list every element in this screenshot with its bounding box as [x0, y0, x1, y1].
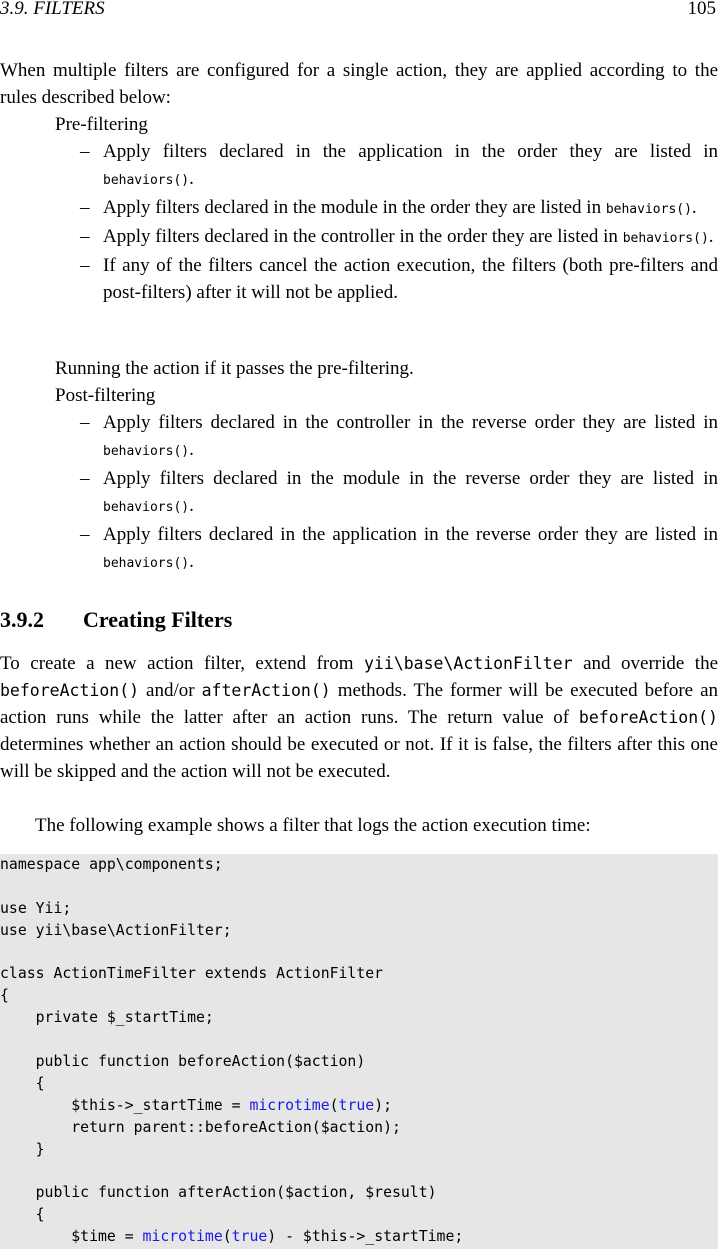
inline-code: beforeAction() — [578, 708, 718, 727]
example-intro-paragraph: The following example shows a filter that logs the action execution time: — [35, 815, 591, 836]
code-function-name: microtime — [249, 1096, 330, 1114]
code-literal: true — [338, 1096, 375, 1114]
list-item-end: . — [691, 197, 697, 218]
inline-code: yii\base\ActionFilter — [363, 654, 573, 673]
list-item-end: . — [189, 168, 194, 189]
creating-filters-paragraph — [0, 650, 718, 785]
section-number: 3.9.2 — [0, 607, 44, 632]
list-item-text: Apply filters declared in the application in the order they are listed in — [103, 141, 718, 162]
list-item-text: Apply filters declared in the module in the order they are listed in — [103, 197, 606, 218]
section-heading — [0, 605, 718, 635]
code-line: { — [0, 987, 9, 1005]
list-item-end: . — [189, 439, 194, 460]
list-item-text: If any of the filters cancel the action execution, the filters (both pre-filters and post-filters) after it will not be applied. — [103, 255, 718, 303]
code-listing — [0, 854, 463, 1248]
inline-code: beforeAction() — [0, 681, 140, 700]
header-section-title: 3.9. FILTERS — [0, 0, 105, 19]
code-line: } — [0, 1140, 45, 1158]
code-line-blank — [0, 1029, 463, 1051]
running-action-text: Running the action if it passes the pre-filtering. — [55, 358, 414, 379]
header-page-number: 105 — [687, 0, 716, 19]
dash-bullet: – — [80, 197, 90, 218]
list-item — [80, 194, 718, 223]
paragraph-text: determines whether an action should be executed or not. If it is false, the filters after this one will be skipped and the action will not be executed. — [0, 734, 718, 782]
post-filtering-label: Post-filtering — [55, 385, 156, 406]
code-line — [0, 1226, 463, 1248]
list-item — [80, 465, 718, 521]
dash-bullet: – — [80, 226, 90, 247]
code-function-name: microtime — [142, 1228, 223, 1246]
post-filtering-list — [80, 409, 718, 577]
pre-filtering-label: Pre-filtering — [55, 114, 148, 135]
code-line: class ActionTimeFilter extends ActionFilter — [0, 965, 384, 983]
code-text: ); — [374, 1096, 393, 1114]
list-item-end: . — [189, 551, 194, 572]
code-line: { — [0, 1206, 45, 1224]
dash-bullet: – — [80, 412, 90, 433]
code-line: use yii\base\ActionFilter; — [0, 921, 232, 939]
code-text: ( — [222, 1228, 232, 1246]
paragraph-text: and/or — [139, 680, 202, 701]
code-line-blank — [0, 942, 463, 964]
inline-code: behaviors() — [103, 500, 190, 515]
code-block — [0, 854, 718, 1249]
list-item-text: Apply filters declared in the controller in the order they are listed in — [103, 226, 623, 247]
list-item-end: . — [189, 495, 194, 516]
paragraph-text: and override the — [572, 653, 718, 674]
code-line: public function afterAction($action, $result) — [0, 1184, 437, 1202]
dash-bullet: – — [80, 141, 90, 162]
paragraph-text: To create a new action filter, extend from — [0, 653, 364, 674]
code-line: namespace app\components; — [0, 856, 223, 873]
code-line: { — [0, 1074, 45, 1092]
dash-bullet: – — [80, 255, 90, 276]
code-line: private $_startTime; — [0, 1009, 214, 1027]
code-line: return parent::beforeAction($action); — [0, 1118, 401, 1136]
running-header — [0, 0, 718, 22]
inline-code: behaviors() — [605, 202, 692, 217]
intro-paragraph: When multiple filters are configured for a single action, they are applied according to the rules described below: — [0, 60, 718, 108]
list-item-text: Apply filters declared in the module in the reverse order they are listed in — [103, 468, 718, 489]
list-item-text: Apply filters declared in the controller in the reverse order they are listed in — [103, 412, 718, 433]
code-line: use Yii; — [0, 899, 72, 917]
paragraph-text: methods. The former will be executed before an action runs while the latter after an action runs. The return value of — [0, 680, 718, 728]
dash-bullet: – — [80, 524, 90, 545]
pre-filtering-list — [80, 138, 718, 306]
inline-code: behaviors() — [103, 556, 190, 571]
dash-bullet: – — [80, 468, 90, 489]
code-text: ( — [329, 1096, 339, 1114]
code-line: public function beforeAction($action) — [0, 1053, 366, 1071]
list-item — [80, 138, 718, 194]
code-line-blank — [0, 1160, 463, 1182]
code-text: $this->_startTime = — [0, 1096, 250, 1114]
code-text: ) - $this->_startTime; — [267, 1228, 464, 1246]
list-item — [80, 223, 718, 252]
list-item — [80, 521, 718, 577]
inline-code: afterAction() — [201, 681, 331, 700]
list-item-text: Apply filters declared in the application in the reverse order they are listed in — [103, 524, 718, 545]
list-item — [80, 252, 718, 306]
inline-code: behaviors() — [103, 444, 190, 459]
section-title: Creating Filters — [83, 607, 233, 632]
inline-code: behaviors() — [622, 231, 709, 246]
list-item — [80, 409, 718, 465]
code-text: $time = — [0, 1228, 143, 1246]
code-line — [0, 1095, 463, 1117]
list-item-end: . — [708, 226, 714, 247]
inline-code: behaviors() — [103, 173, 190, 188]
code-line-blank — [0, 876, 463, 898]
code-literal: true — [231, 1228, 268, 1246]
